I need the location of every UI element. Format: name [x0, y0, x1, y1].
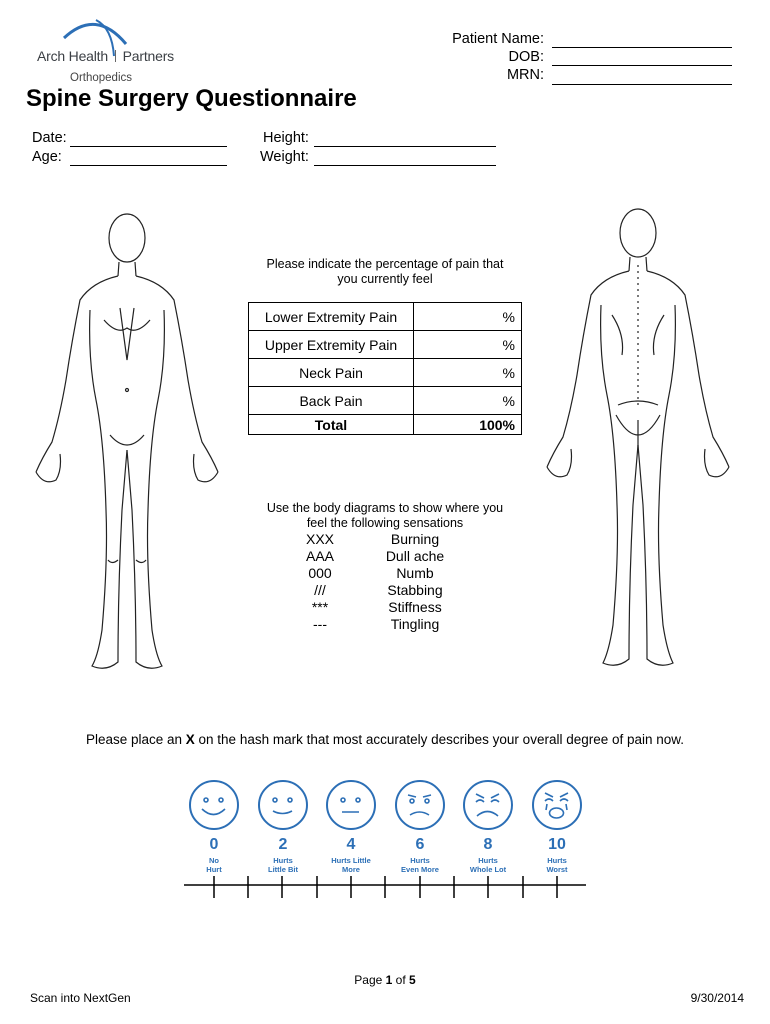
age-label: Age:: [32, 149, 62, 165]
footer-date: 9/30/2014: [690, 991, 744, 1005]
face-caption: Hurts Even More: [401, 856, 439, 874]
age-field[interactable]: [70, 165, 227, 166]
patient-name-label: Patient Name:: [452, 31, 544, 47]
face-hurts-little-bit-icon: [258, 780, 308, 830]
date-label: Date:: [32, 130, 67, 146]
list-item: *** Stiffness: [311, 599, 442, 615]
face-caption: Hurts Whole Lot: [469, 856, 507, 874]
mrn-field[interactable]: [552, 84, 732, 85]
percent-input[interactable]: %: [414, 303, 522, 331]
face-value: 4: [346, 836, 356, 853]
list-item: XXX Burning: [305, 531, 440, 547]
height-field[interactable]: [314, 146, 496, 147]
row-label: Upper Extremity Pain: [249, 331, 414, 359]
logo: [34, 16, 184, 86]
dob-field[interactable]: [552, 65, 732, 66]
footer-left-text: Scan into NextGen: [30, 991, 131, 1005]
list-item: AAA Dull ache: [305, 548, 445, 564]
sensations-legend: [280, 531, 480, 633]
face-hurts-little-more-icon: [326, 780, 376, 830]
table-row: [249, 359, 522, 387]
dob-label: DOB:: [508, 49, 544, 65]
table-total-row: [249, 415, 522, 435]
face-value: 10: [548, 836, 566, 853]
list-item: /// Stabbing: [314, 582, 443, 598]
list-item: --- Tingling: [313, 616, 440, 632]
logo-arch-text: Arch Health: [37, 48, 108, 64]
face-value: 0: [209, 836, 219, 853]
percent-input[interactable]: %: [414, 359, 522, 387]
pain-hash-scale[interactable]: [180, 874, 590, 904]
table-row: [249, 303, 522, 331]
table-row: [249, 387, 522, 415]
body-back-diagram[interactable]: [530, 205, 740, 680]
face-caption: Hurts Little More: [331, 856, 371, 874]
face-value: 8: [483, 836, 493, 853]
page-title: Spine Surgery Questionnaire: [26, 85, 357, 112]
face-caption: Hurts Worst: [546, 856, 568, 874]
row-label: Neck Pain: [249, 359, 414, 387]
mrn-label: MRN:: [506, 67, 544, 83]
sensations-instruction: Use the body diagrams to show where you feel the following sensations: [266, 501, 504, 530]
face-hurts-even-more-icon: [395, 780, 445, 830]
table-row: [249, 331, 522, 359]
row-label: Back Pain: [249, 387, 414, 415]
total-value: 100%: [414, 415, 522, 435]
face-value: 2: [278, 836, 288, 853]
logo-subtitle: Orthopedics: [70, 72, 133, 84]
face-caption: Hurts Little Bit: [268, 856, 298, 874]
row-label: Lower Extremity Pain: [249, 303, 414, 331]
percent-input[interactable]: %: [414, 331, 522, 359]
logo-partners-text: Partners: [122, 48, 174, 64]
weight-label: Weight:: [260, 149, 309, 165]
face-no-hurt-icon: [189, 780, 239, 830]
page-number: Page 1 of 5: [354, 973, 416, 987]
date-field[interactable]: [70, 146, 227, 147]
percent-input[interactable]: %: [414, 387, 522, 415]
hash-marks[interactable]: [214, 876, 557, 898]
logo-divider: [115, 50, 120, 62]
face-hurts-whole-lot-icon: [463, 780, 513, 830]
face-hurts-worst-icon: [532, 780, 582, 830]
pain-percentage-instruction: Please indicate the percentage of pain that you currently feel: [266, 257, 504, 286]
body-front-diagram[interactable]: [22, 210, 232, 680]
face-caption: No Hurt: [206, 856, 222, 874]
list-item: 000 Numb: [308, 565, 434, 581]
patient-name-field[interactable]: [552, 47, 732, 48]
weight-field[interactable]: [314, 165, 496, 166]
face-value: 6: [415, 836, 425, 853]
pain-percentage-table: [248, 302, 522, 435]
total-label: Total: [249, 415, 414, 435]
height-label: Height:: [263, 130, 309, 146]
pain-scale-instruction: Please place an X on the hash mark that most accurately describes your overall degree of pain now.: [85, 732, 685, 747]
